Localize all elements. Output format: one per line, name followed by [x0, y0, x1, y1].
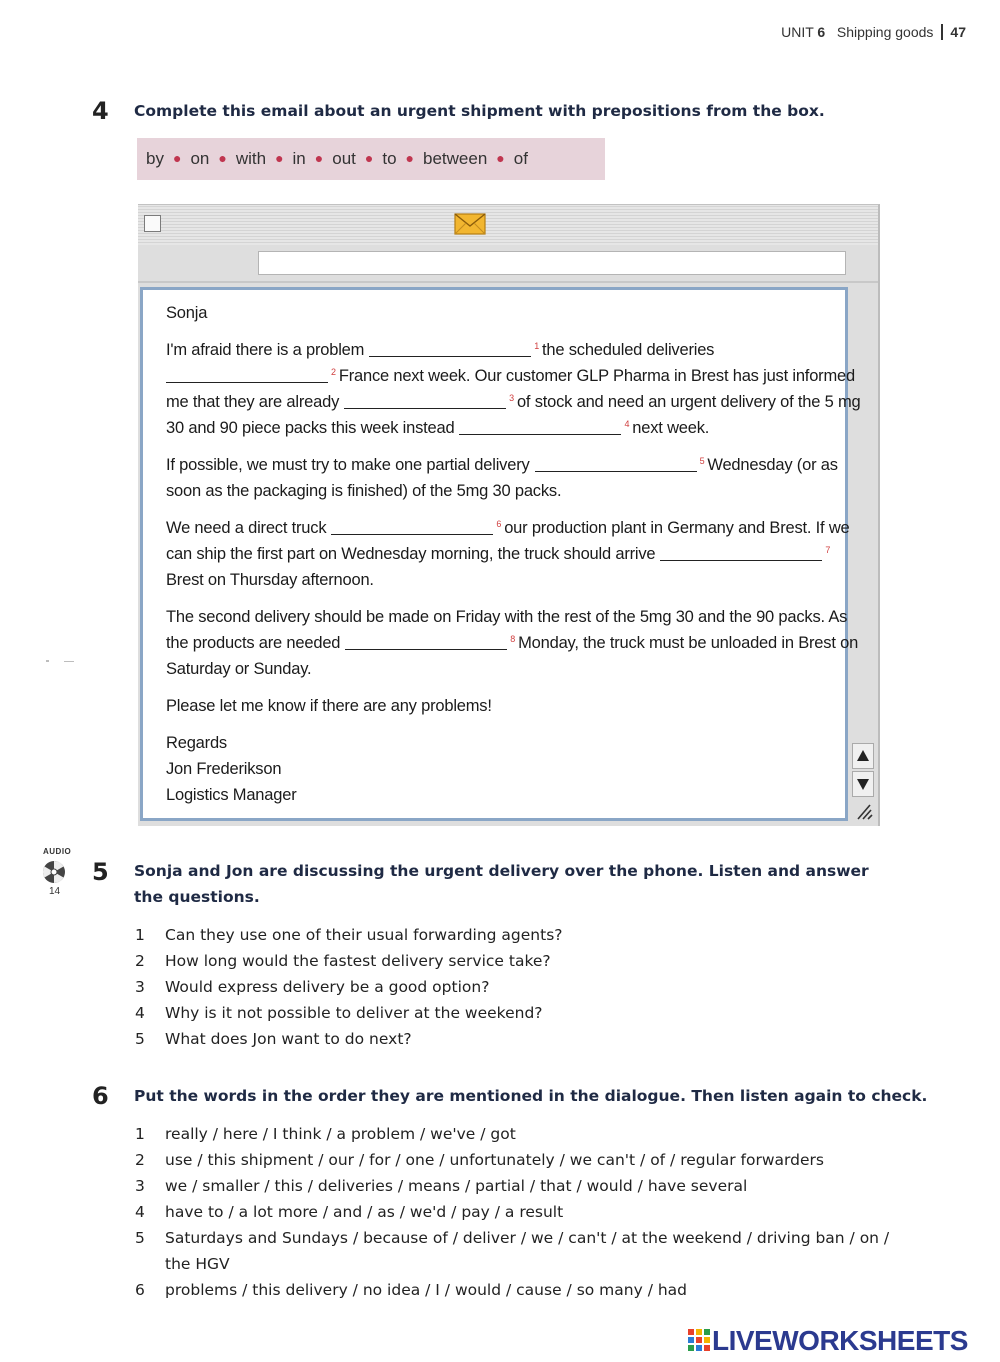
- section-title: Shipping goods: [836, 24, 934, 40]
- item-text: really / here / I think / a problem / we've / got: [165, 1125, 516, 1143]
- bullet-icon: ●: [314, 150, 324, 166]
- gap-number: 3: [509, 393, 514, 403]
- exercise-6-instruction: Put the words in the order they are mentioned in the dialogue. Then listen again to check.: [134, 1087, 928, 1105]
- exercise-4-number: 4: [92, 97, 109, 125]
- word-by: by: [146, 149, 164, 168]
- text-run: soon as the packaging is finished) of the 5mg 30 packs.: [166, 482, 562, 500]
- item-number: 1: [135, 926, 145, 944]
- gap-number: 7: [825, 545, 831, 555]
- word-on: on: [190, 149, 210, 168]
- email-text: [166, 300, 861, 808]
- item-text: What does Jon want to do next?: [165, 1030, 412, 1048]
- bullet-icon: ●: [275, 150, 284, 166]
- item-number: 5: [135, 1229, 145, 1247]
- text-run: can ship the first part on Wednesday morning, the truck should arrive: [166, 545, 656, 563]
- item-text: Can they use one of their usual forwarding agents?: [165, 926, 563, 944]
- gap-number: 1: [534, 341, 539, 351]
- item-number: 2: [135, 1151, 145, 1169]
- envelope-icon: [454, 213, 486, 235]
- instruction-line: the questions.: [134, 888, 260, 906]
- logo-text: LIVEWORKSHEETS: [712, 1325, 968, 1356]
- item-text: Why is it not possible to deliver at the weekend?: [165, 1004, 543, 1022]
- bullet-icon: ●: [496, 150, 505, 166]
- email-titlebar: [138, 205, 878, 245]
- item-text: Would express delivery be a good option?: [165, 978, 490, 996]
- gap-5-input[interactable]: [535, 454, 697, 472]
- email-body: [140, 287, 861, 821]
- email-signature: [166, 730, 846, 808]
- item-text: Saturdays and Sundays / because of / deliver / we / can't / at the weekend / driving ban / on /: [165, 1229, 890, 1247]
- text-run: next week.: [632, 419, 710, 437]
- email-paragraph-1: [166, 337, 861, 441]
- item-text: the HGV: [165, 1255, 230, 1273]
- email-window: [138, 204, 880, 826]
- exercise-5-questions: [135, 926, 935, 1056]
- scan-mark: [64, 661, 74, 662]
- email-paragraph-5: Please let me know if there are any problems!: [166, 697, 492, 715]
- resize-grip-icon[interactable]: [852, 799, 874, 823]
- email-paragraph-2: [166, 452, 846, 504]
- signature-closing: Regards: [166, 734, 227, 752]
- scroll-down-arrow-icon[interactable]: [852, 771, 874, 797]
- item-text: use / this shipment / our / for / one / unfortunately / we can't / of / regular forwarders: [165, 1151, 824, 1169]
- gap-6-input[interactable]: [331, 517, 493, 535]
- toolbar-divider: [138, 281, 878, 283]
- unit-label: UNIT: [781, 24, 814, 40]
- gap-number: 2: [331, 367, 336, 377]
- gap-7-input[interactable]: [660, 543, 822, 561]
- bullet-icon: ●: [405, 150, 414, 166]
- item-number: 1: [135, 1125, 145, 1143]
- text-run: Brest on Thursday afternoon.: [166, 571, 374, 589]
- exercise-4-instruction: Complete this email about an urgent shipment with prepositions from the box.: [134, 102, 825, 120]
- text-run: Wednesday (or as: [707, 456, 838, 474]
- email-paragraph-4: [166, 604, 859, 682]
- item-number: 4: [135, 1004, 145, 1022]
- gap-8-input[interactable]: [345, 632, 507, 650]
- gap-number: 8: [510, 634, 516, 644]
- text-run: France next week. Our customer GLP Pharma in Brest has just informed: [338, 367, 855, 385]
- page-number: 47: [950, 24, 966, 40]
- word-to: to: [382, 149, 397, 168]
- signature-role: Logistics Manager: [166, 786, 297, 804]
- logo-grid-icon: [688, 1329, 710, 1351]
- item-number: 3: [135, 978, 145, 996]
- email-paragraph-3: [166, 515, 850, 593]
- subject-field[interactable]: [258, 251, 846, 275]
- text-run: Monday, the truck must be unloaded in Brest on: [518, 634, 859, 652]
- word-out: out: [332, 149, 356, 168]
- word-with: with: [235, 149, 267, 168]
- word-in: in: [292, 149, 306, 168]
- text-run: of stock and need an urgent delivery of the 5 mg: [516, 393, 861, 411]
- text-run: our production plant in Germany and Brest. If we: [504, 519, 850, 537]
- bullet-icon: ●: [172, 150, 182, 166]
- gap-3-input[interactable]: [344, 391, 506, 409]
- text-run: 30 and 90 piece packs this week instead: [166, 419, 455, 437]
- word-box: [137, 138, 605, 180]
- gap-2-input[interactable]: [166, 365, 328, 383]
- exercise-6-number: 6: [92, 1082, 109, 1110]
- gap-number: 6: [496, 519, 502, 529]
- text-run: Saturday or Sunday.: [166, 660, 312, 678]
- gap-number: 4: [624, 419, 630, 429]
- running-header: [781, 24, 966, 40]
- item-text: problems / this delivery / no idea / I / would / cause / so many / had: [165, 1281, 688, 1299]
- audio-cd-icon[interactable]: [42, 860, 66, 884]
- item-number: 2: [135, 952, 145, 970]
- header-divider: [941, 24, 943, 40]
- signature-name: Jon Frederikson: [166, 760, 282, 778]
- exercise-5-number: 5: [92, 858, 109, 886]
- window-checkbox[interactable]: [144, 215, 161, 232]
- word-between: between: [423, 149, 488, 168]
- gap-4-input[interactable]: [459, 417, 621, 435]
- text-run: We need a direct truck: [166, 519, 327, 537]
- text-run: the products are needed: [166, 634, 341, 652]
- audio-label: AUDIO: [43, 847, 72, 856]
- instruction-line: Sonja and Jon are discussing the urgent delivery over the phone. Listen and answer: [134, 862, 869, 880]
- item-number: 5: [135, 1030, 145, 1048]
- text-run: If possible, we must try to make one partial delivery: [166, 456, 530, 474]
- gap-number: 5: [699, 456, 705, 466]
- item-number: 6: [135, 1281, 145, 1299]
- item-text: have to / a lot more / and / as / we'd / pay / a result: [165, 1203, 564, 1221]
- exercise-5-instruction: [134, 858, 869, 910]
- liveworksheets-logo: [688, 1325, 988, 1357]
- exercise-6-items: [135, 1125, 935, 1310]
- word-of: of: [513, 149, 528, 168]
- item-text: we / smaller / this / deliveries / means / partial / that / would / have several: [165, 1177, 748, 1195]
- email-greeting: Sonja: [166, 304, 208, 322]
- item-number: 4: [135, 1203, 145, 1221]
- gap-1-input[interactable]: [369, 339, 531, 357]
- scan-mark: [46, 660, 49, 662]
- text-run: The second delivery should be made on Friday with the rest of the 5mg 30 and the 90 packs. As: [166, 608, 848, 626]
- item-text: How long would the fastest delivery service take?: [165, 952, 551, 970]
- item-number: 3: [135, 1177, 145, 1195]
- bullet-icon: ●: [364, 150, 374, 166]
- scroll-up-arrow-icon[interactable]: [852, 743, 874, 769]
- unit-number: 6: [817, 24, 826, 40]
- text-run: the scheduled deliveries: [542, 341, 715, 359]
- text-run: I'm afraid there is a problem: [166, 341, 365, 359]
- text-run: me that they are already: [166, 393, 340, 411]
- audio-track-number: 14: [49, 886, 61, 897]
- bullet-icon: ●: [218, 150, 227, 166]
